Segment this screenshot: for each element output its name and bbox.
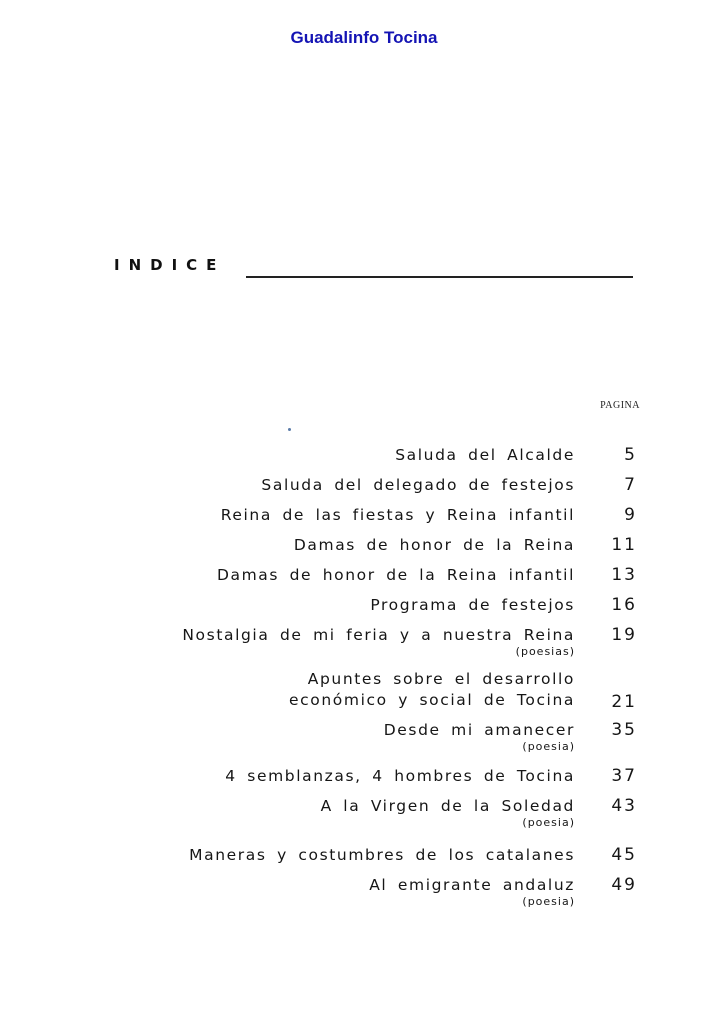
toc-entry-page: 45 — [611, 845, 637, 865]
toc-entry-page: 37 — [611, 766, 637, 786]
toc-entry-note: (poesia) — [522, 740, 575, 753]
toc-entry-page: 16 — [611, 595, 637, 615]
toc-entry-page: 49 — [611, 875, 637, 895]
toc-entry-page: 21 — [611, 692, 637, 712]
toc-entry-page: 5 — [624, 445, 637, 465]
page-header-title: Guadalinfo Tocina — [290, 28, 438, 47]
toc-entry-title-line2: económico y social de Tocina — [289, 691, 575, 709]
toc-entry-note: (poesia) — [522, 816, 575, 829]
toc-entry-title: Reina de las fiestas y Reina infantil — [220, 506, 575, 524]
toc-entry-title: Al emigrante andaluz — [369, 876, 575, 894]
toc-entry-page: 7 — [624, 475, 637, 495]
toc-entry-title: Maneras y costumbres de los catalanes — [189, 846, 575, 864]
index-title: INDICE — [114, 256, 226, 274]
page-column-label: PAGINA — [600, 400, 640, 411]
toc-entry-page: 13 — [611, 565, 637, 585]
toc-entry-title: A la Virgen de la Soledad — [320, 797, 575, 815]
toc-entry-title: Saluda del Alcalde — [395, 446, 575, 464]
toc-entry-note: (poesia) — [522, 895, 575, 908]
toc-entry-page: 35 — [611, 720, 637, 740]
toc-entry-title: Programa de festejos — [370, 596, 575, 614]
toc-entry-title: 4 semblanzas, 4 hombres de Tocina — [225, 767, 575, 785]
toc-entry-page: 11 — [611, 535, 637, 555]
toc-entry-page: 43 — [611, 796, 637, 816]
toc-entry-page: 9 — [624, 505, 637, 525]
toc-entry-title: Desde mi amanecer — [383, 721, 575, 739]
toc-entry-title: Nostalgia de mi feria y a nuestra Reina — [182, 626, 575, 644]
toc-entry-title: Damas de honor de la Reina — [293, 536, 575, 554]
toc-entry-note: (poesias) — [515, 645, 575, 658]
toc-entry-title: Saluda del delegado de festejos — [261, 476, 575, 494]
toc-entry-title: Damas de honor de la Reina infantil — [216, 566, 575, 584]
toc-entry-title-line1: Apuntes sobre el desarrollo — [307, 670, 575, 688]
toc-entry-page: 19 — [611, 625, 637, 645]
